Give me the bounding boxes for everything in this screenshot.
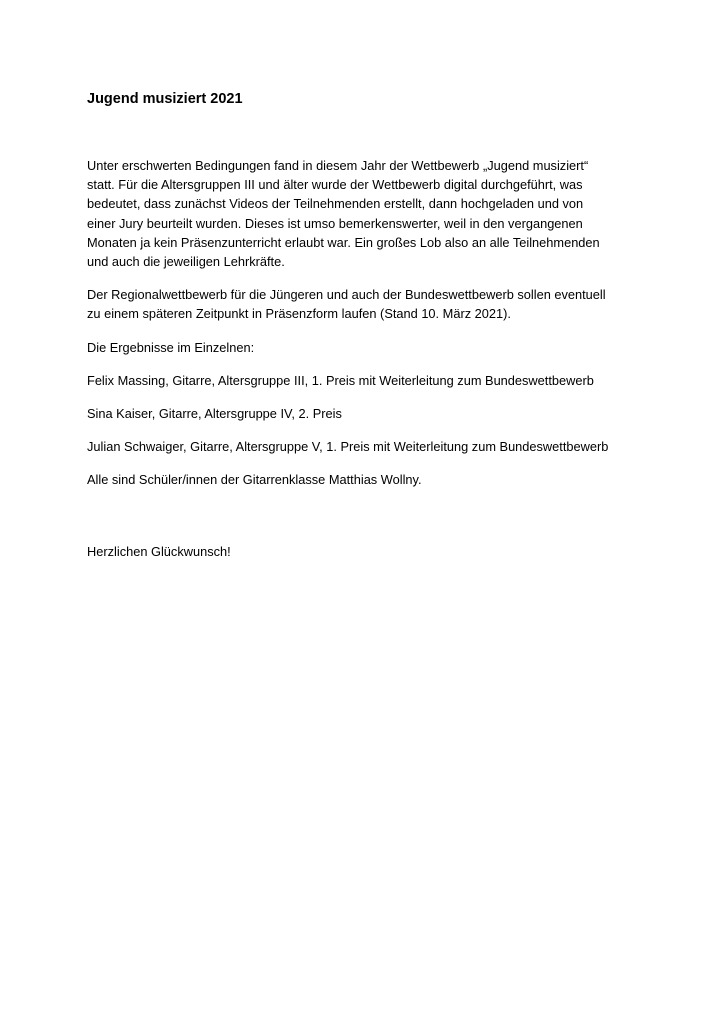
regional-line: zu einem späteren Zeitpunkt in Präsenzform laufen (Stand 10. März 2021). [87, 306, 511, 322]
regional-paragraph [87, 285, 647, 323]
regional-line: Der Regionalwettbewerb für die Jüngeren und auch der Bundeswettbewerb sollen eventuell [87, 287, 606, 303]
document-title: Jugend musiziert 2021 [87, 91, 243, 107]
result-entry-felix-massing: Felix Massing, Gitarre, Altersgruppe III, 1. Preis mit Weiterleitung zum Bundeswettbewerb [87, 372, 594, 388]
intro-line: statt. Für die Altersgruppen III und älter wurde der Wettbewerb digital durchgeführt, was [87, 177, 583, 193]
result-entry-julian-schwaiger: Julian Schwaiger, Gitarre, Altersgruppe V, 1. Preis mit Weiterleitung zum Bundeswettbewerb [87, 439, 609, 455]
results-heading: Die Ergebnisse im Einzelnen: [87, 339, 255, 355]
intro-line: bedeutet, dass zunächst Videos der Teilnehmenden erstellt, dann hochgeladen und von [87, 196, 584, 212]
teacher-note: Alle sind Schüler/innen der Gitarrenklasse Matthias Wollny. [87, 472, 422, 488]
document-body [87, 89, 647, 561]
intro-line: Monaten ja kein Präsenzunterricht erlaubt war. Ein großes Lob also an alle Teilnehmenden [87, 234, 600, 250]
result-entry-sina-kaiser: Sina Kaiser, Gitarre, Altersgruppe IV, 2. Preis [87, 406, 342, 422]
closing-greeting: Herzlichen Glückwunsch! [87, 543, 231, 559]
intro-line: und auch die jeweiligen Lehrkräfte. [87, 254, 285, 270]
intro-line: einer Jury beurteilt wurden. Dieses ist umso bemerkenswerter, weil in den vergangenen [87, 215, 583, 231]
intro-paragraph [87, 156, 647, 271]
intro-line: Unter erschwerten Bedingungen fand in diesem Jahr der Wettbewerb „Jugend musiziert“ [87, 158, 589, 173]
